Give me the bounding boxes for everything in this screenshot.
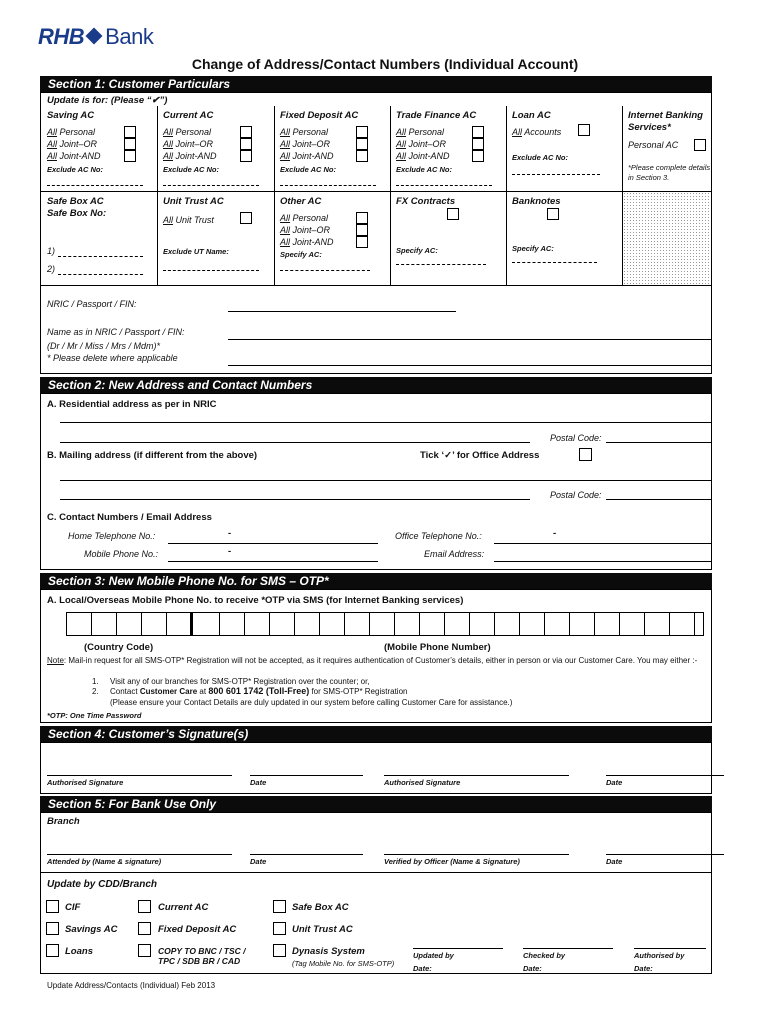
- saving-all-joint-or: All Joint–OR: [47, 139, 98, 149]
- mobile-dash: -: [228, 546, 232, 557]
- fd-exclude-field[interactable]: [280, 185, 376, 186]
- section5-bar: Section 5: For Bank Use Only: [40, 796, 712, 812]
- office-tel-dash: -: [553, 528, 557, 539]
- bank-safe-box-checkbox[interactable]: [273, 900, 286, 913]
- saving-personal-checkbox[interactable]: [124, 126, 136, 138]
- office-tel-label: Office Telephone No.:: [395, 531, 482, 541]
- saving-joint-or-checkbox[interactable]: [124, 138, 136, 150]
- updated-by-label: Updated by: [413, 951, 454, 960]
- date1-field[interactable]: [250, 775, 363, 776]
- home-tel-dash: -: [228, 528, 232, 539]
- banknotes-specify-label: Specify AC:: [512, 244, 554, 253]
- bank-current-ac-label: Current AC: [158, 902, 209, 913]
- tf-all-personal: All Personal: [396, 127, 445, 137]
- fd-all-personal: All Personal: [280, 127, 329, 137]
- mailing-label: B. Mailing address (if different from the above): [47, 450, 258, 461]
- page-title: Change of Address/Contact Numbers (Individual Account): [191, 56, 579, 72]
- home-tel-label: Home Telephone No.:: [68, 531, 156, 541]
- current-all-joint-or: All Joint–OR: [163, 139, 214, 149]
- fx-contracts-checkbox[interactable]: [447, 208, 459, 220]
- note-text: : Mail-in request for all SMS-OTP* Registration will not be accepted, as it requires authentication of Customer’s details, either in person or via our Customer Care. You may either :-: [63, 656, 698, 665]
- sig2-label: Authorised Signature: [384, 778, 461, 787]
- current-all-joint-and: All Joint-AND: [163, 151, 217, 161]
- dynasis-checkbox[interactable]: [273, 944, 286, 957]
- bank-ut-checkbox[interactable]: [273, 922, 286, 935]
- fixed-deposit-ac-label: Fixed Deposit AC: [280, 110, 359, 121]
- verified-by-label: Verified by Officer (Name & Signature): [384, 857, 520, 866]
- other-all-joint-and: All Joint-AND: [280, 237, 334, 247]
- nric-label: NRIC / Passport / FIN:: [47, 299, 137, 309]
- mobile-label: Mobile Phone No.:: [84, 549, 159, 559]
- other-all-personal: All Personal: [280, 213, 329, 223]
- ib-personal-ac: Personal AC: [628, 140, 679, 150]
- sig1-field[interactable]: [47, 775, 232, 776]
- loan-all-accounts: All Accounts: [512, 127, 562, 137]
- sms-otp-heading: A. Local/Overseas Mobile Phone No. to receive *OTP via SMS (for Internet Banking services): [47, 595, 464, 606]
- fd-all-joint-and: All Joint-AND: [280, 151, 334, 161]
- banknotes-label: Banknotes: [512, 196, 561, 207]
- mailing-line2[interactable]: [60, 499, 530, 500]
- other-all-joint-or: All Joint–OR: [280, 225, 331, 235]
- cif-checkbox[interactable]: [46, 900, 59, 913]
- loan-accounts-checkbox[interactable]: [578, 124, 590, 136]
- fd-joint-and-checkbox[interactable]: [356, 150, 368, 162]
- safe-box-1-field[interactable]: [58, 256, 143, 257]
- residential-label: A. Residential address as per in NRIC: [47, 399, 217, 410]
- section4-bar: Section 4: Customer’s Signature(s): [40, 726, 712, 742]
- current-exclude-field[interactable]: [163, 185, 259, 186]
- mobile-field[interactable]: [168, 561, 378, 562]
- sms-note-item2-num: 2.: [92, 687, 99, 696]
- section1-bar: Section 1: Customer Particulars: [40, 76, 712, 92]
- date2-field[interactable]: [606, 775, 724, 776]
- date3-field[interactable]: [250, 854, 363, 855]
- mailing-postal-field[interactable]: [606, 499, 712, 500]
- email-label: Email Address:: [424, 549, 485, 559]
- trade-finance-ac-label: Trade Finance AC: [396, 110, 477, 121]
- copy-to-checkbox[interactable]: [138, 944, 151, 957]
- fd-personal-checkbox[interactable]: [356, 126, 368, 138]
- tf-exclude-label: Exclude AC No:: [396, 165, 452, 174]
- fd-exclude-label: Exclude AC No:: [280, 165, 336, 174]
- name-field-line2[interactable]: [228, 365, 712, 366]
- country-code-label: (Country Code): [84, 642, 154, 653]
- verified-by-field[interactable]: [384, 854, 569, 855]
- current-personal-checkbox[interactable]: [240, 126, 252, 138]
- section2-bar: Section 2: New Address and Contact Numbers: [40, 377, 712, 393]
- rhb-bank-logo: [38, 24, 153, 50]
- mobile-number-label: (Mobile Phone Number): [384, 642, 491, 653]
- tf-joint-or-checkbox[interactable]: [472, 138, 484, 150]
- fd-joint-or-checkbox[interactable]: [356, 138, 368, 150]
- current-joint-or-checkbox[interactable]: [240, 138, 252, 150]
- safe-box-2-field[interactable]: [58, 274, 143, 275]
- checked-by-label: Checked by: [523, 951, 566, 960]
- bank-savings-label: Savings AC: [65, 924, 118, 935]
- otp-definition: *OTP: One Time Password: [47, 711, 142, 720]
- other-personal-checkbox[interactable]: [356, 212, 368, 224]
- sms-note: [47, 656, 709, 666]
- logo-bank: Bank: [105, 24, 154, 49]
- other-specify-field[interactable]: [280, 270, 370, 271]
- sig1-label: Authorised Signature: [47, 778, 124, 787]
- bank-fd-label: Fixed Deposit AC: [158, 924, 237, 935]
- tf-all-joint-or: All Joint–OR: [396, 139, 447, 149]
- ut-checkbox[interactable]: [240, 212, 252, 224]
- saving-exclude-label: Exclude AC No:: [47, 165, 103, 174]
- current-joint-and-checkbox[interactable]: [240, 150, 252, 162]
- authorised-by-field[interactable]: [634, 948, 706, 949]
- name-field-line1[interactable]: [228, 339, 712, 340]
- bank-savings-checkbox[interactable]: [46, 922, 59, 935]
- saving-joint-and-checkbox[interactable]: [124, 150, 136, 162]
- bank-loans-checkbox[interactable]: [46, 944, 59, 957]
- fd-all-joint-or: All Joint–OR: [280, 139, 331, 149]
- residential-postal-label: Postal Code:: [550, 433, 602, 443]
- sig2-field[interactable]: [384, 775, 569, 776]
- sms-note-item1-num: 1.: [92, 677, 99, 686]
- salutation-label: (Dr / Mr / Miss / Mrs / Mdm)*: [47, 341, 160, 351]
- name-label: Name as in NRIC / Passport / FIN:: [47, 327, 185, 337]
- sms-note-item1: Visit any of our branches for SMS-OTP* Registration over the counter; or,: [110, 677, 370, 686]
- tf-exclude-field[interactable]: [396, 185, 492, 186]
- office-address-checkbox[interactable]: [579, 448, 592, 461]
- authorised-by-label: Authorised by: [634, 951, 685, 960]
- home-tel-field[interactable]: [168, 543, 378, 544]
- authorised-date-label: Date:: [634, 964, 653, 973]
- tf-joint-and-checkbox[interactable]: [472, 150, 484, 162]
- contact-label: C. Contact Numbers / Email Address: [47, 512, 212, 523]
- date1-label: Date: [250, 778, 267, 787]
- unit-trust-ac-label: Unit Trust AC: [163, 196, 224, 207]
- other-specify-label: Specify AC:: [280, 250, 322, 259]
- date3-label: Date: [250, 857, 267, 866]
- updated-date-label: Date:: [413, 964, 432, 973]
- update-is-for-label: Update is for: (Please “✔”): [47, 95, 168, 106]
- saving-all-personal: All Personal: [47, 127, 96, 137]
- bank-ut-label: Unit Trust AC: [292, 924, 353, 935]
- date4-label: Date: [606, 857, 623, 866]
- banknotes-checkbox[interactable]: [547, 208, 559, 220]
- attended-by-label: Attended by (Name & signature): [47, 857, 162, 866]
- date4-field[interactable]: [606, 854, 724, 855]
- mailing-postal-label: Postal Code:: [550, 490, 602, 500]
- footer-text: Update Address/Contacts (Individual) Feb 2013: [47, 981, 216, 990]
- section3-bar: Section 3: New Mobile Phone No. for SMS – OTP*: [40, 573, 712, 589]
- shaded-cell: [623, 192, 711, 285]
- current-all-personal: All Personal: [163, 127, 212, 137]
- email-field[interactable]: [494, 561, 712, 562]
- saving-ac-label: Saving AC: [47, 110, 95, 121]
- loan-ac-label: Loan AC: [512, 110, 551, 121]
- note-label: Note: [47, 656, 64, 665]
- ib-personal-checkbox[interactable]: [694, 139, 706, 151]
- tf-personal-checkbox[interactable]: [472, 126, 484, 138]
- checked-date-label: Date:: [523, 964, 542, 973]
- safe-box-1-label: 1): [47, 246, 56, 256]
- saving-all-joint-and: All Joint-AND: [47, 151, 101, 161]
- other-joint-and-checkbox[interactable]: [356, 236, 368, 248]
- update-by-label: Update by CDD/Branch: [47, 879, 158, 890]
- checked-by-field[interactable]: [523, 948, 613, 949]
- saving-exclude-field[interactable]: [47, 185, 143, 186]
- other-joint-or-checkbox[interactable]: [356, 224, 368, 236]
- current-ac-label: Current AC: [163, 110, 214, 121]
- bank-current-ac-checkbox[interactable]: [138, 900, 151, 913]
- other-ac-label: Other AC: [280, 196, 322, 207]
- loan-exclude-label: Exclude AC No:: [512, 153, 568, 162]
- tag-mobile-label: (Tag Mobile No. for SMS-OTP): [292, 959, 395, 968]
- sms-note-ensure: (Please ensure your Contact Details are duly updated in our system before calling Customer Care for assistance.): [110, 698, 513, 707]
- ut-all-unit-trust: All Unit Trust: [163, 215, 214, 225]
- bank-safe-box-label: Safe Box AC: [292, 902, 349, 913]
- fx-contracts-label: FX Contracts: [396, 196, 456, 207]
- internet-banking-label: Internet Banking Services*: [628, 110, 703, 133]
- safe-box-2-label: 2): [47, 264, 56, 274]
- safe-box-no-label: Safe Box No:: [47, 208, 107, 219]
- residential-postal-field[interactable]: [606, 442, 712, 443]
- ut-exclude-label: Exclude UT Name:: [163, 247, 229, 256]
- dynasis-label: Dynasis System: [292, 946, 365, 957]
- bank-loans-label: Loans: [65, 946, 93, 957]
- current-exclude-label: Exclude AC No:: [163, 165, 219, 174]
- mailing-line1[interactable]: [60, 480, 712, 481]
- attended-by-field[interactable]: [47, 854, 232, 855]
- branch-label: Branch: [47, 816, 80, 827]
- updated-by-field[interactable]: [413, 948, 503, 949]
- fx-specify-label: Specify AC:: [396, 246, 438, 255]
- residential-line2[interactable]: [60, 442, 530, 443]
- date2-label: Date: [606, 778, 623, 787]
- phone-digit-boxes[interactable]: [66, 612, 704, 636]
- banknotes-specify-field[interactable]: [512, 262, 597, 263]
- office-tel-field[interactable]: [494, 543, 712, 544]
- ut-exclude-field[interactable]: [163, 270, 259, 271]
- bank-fd-checkbox[interactable]: [138, 922, 151, 935]
- loan-exclude-field[interactable]: [512, 174, 600, 175]
- cif-label: CIF: [65, 902, 81, 913]
- residential-line1[interactable]: [60, 422, 712, 423]
- safe-box-ac-label: Safe Box AC: [47, 196, 104, 207]
- fx-specify-field[interactable]: [396, 264, 486, 265]
- copy-to-label: COPY TO BNC / TSC / TPC / SDB BR / CAD: [158, 946, 246, 966]
- delete-note: * Please delete where applicable: [47, 353, 178, 363]
- tick-office-label: Tick ‘✓’ for Office Address: [420, 450, 540, 461]
- logo-brand: RHB: [38, 24, 85, 49]
- tf-all-joint-and: All Joint-AND: [396, 151, 450, 161]
- sms-note-item2: Contact Customer Care at 800 601 1742 (Toll-Free) for SMS-OTP* Registration: [110, 686, 408, 696]
- nric-field[interactable]: [228, 311, 456, 312]
- ib-note: *Please complete details in Section 3.: [628, 163, 711, 182]
- logo-diamond-icon: [86, 28, 103, 45]
